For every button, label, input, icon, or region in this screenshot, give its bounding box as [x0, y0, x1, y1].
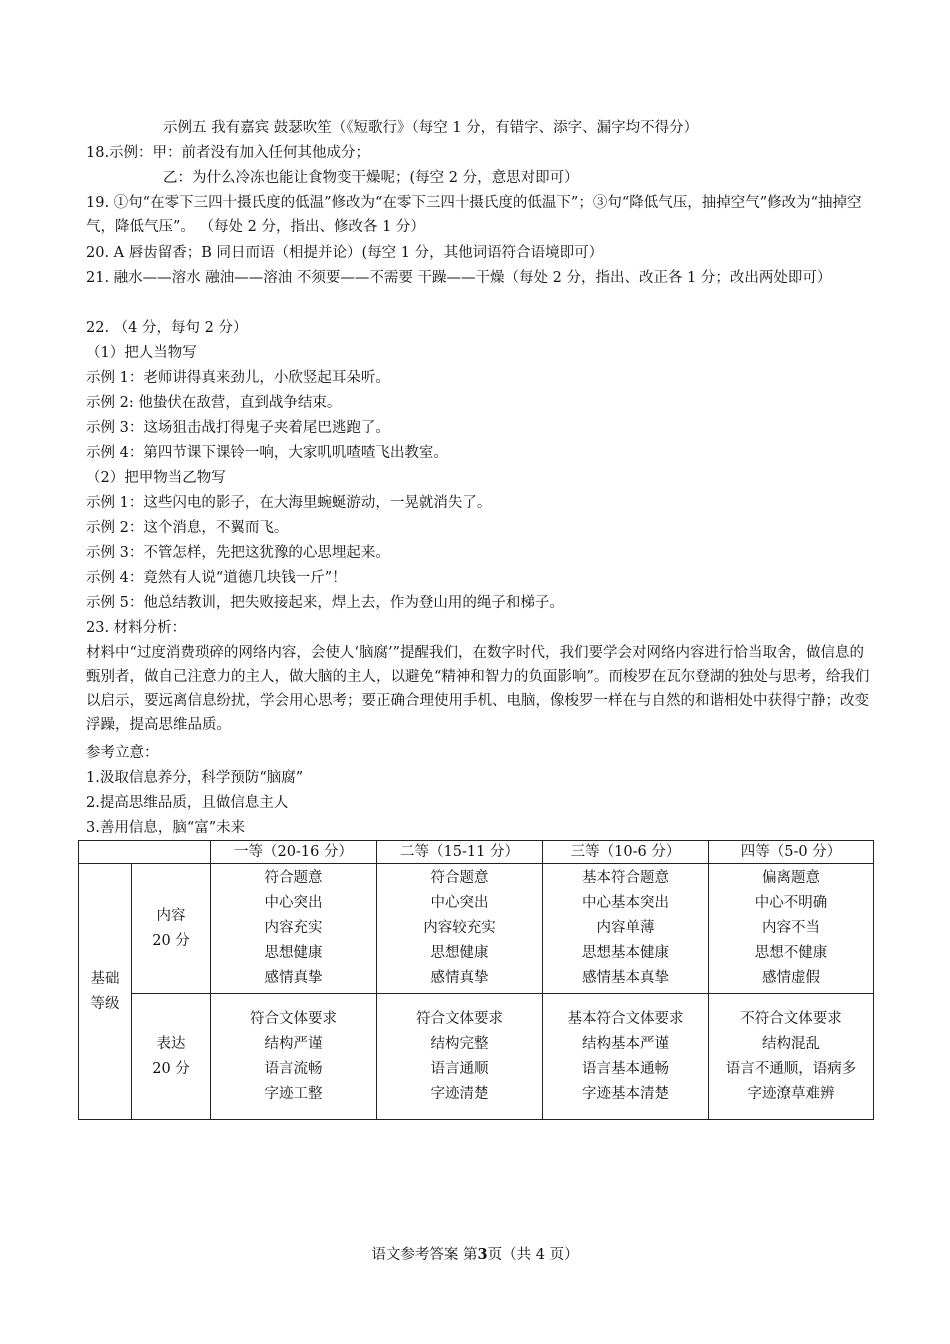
cell-line: 语言流畅	[264, 1060, 323, 1077]
table-cell	[709, 994, 874, 1120]
cell-line: 感情真挚	[430, 970, 489, 986]
cell-line: 字迹工整	[264, 1085, 323, 1102]
cell-line: 内容单薄	[596, 920, 655, 936]
cell-line: 思想健康	[264, 945, 323, 961]
table-row-content	[79, 864, 874, 994]
text-line: 21. 融水——溶水 融油——溶油 不须要——不需要 干躁——干燥（每处 2 分，指出、改正各 1 分；改出两处即可）	[86, 270, 832, 286]
table-header-cell: 三等（10-6 分）	[543, 841, 709, 864]
cell-line: 字迹潦草难辨	[747, 1085, 835, 1102]
footer-middle: 页（共	[487, 1247, 536, 1263]
text-line: （1）把人当物写	[86, 345, 197, 361]
category-label: 基础等级	[90, 970, 120, 1012]
cell-line: 中心基本突出	[582, 895, 669, 911]
row-label: 表达	[156, 1036, 186, 1052]
cell-line: 符合文体要求	[250, 1010, 337, 1027]
table-cell	[543, 864, 709, 994]
cell-line: 思想健康	[430, 945, 489, 961]
cell-line: 语言通顺	[430, 1060, 489, 1077]
row-label-cell	[132, 994, 211, 1120]
text-line: 示例五 我有嘉宾 鼓瑟吹笙（《短歌行》（每空 1 分，有错字、添字、漏字均不得分）	[163, 120, 699, 136]
text-line: 2.提高思维品质，且做信息主人	[86, 795, 289, 811]
cell-line: 符合文体要求	[416, 1010, 503, 1027]
text-line: 参考立意：	[86, 745, 159, 761]
table-cell	[211, 864, 377, 994]
cell-line: 语言不通顺，语病多	[725, 1060, 857, 1077]
cell-line: 偏离题意	[762, 870, 820, 886]
footer-page-number: 3	[477, 1246, 488, 1263]
row-label-cell	[132, 864, 211, 994]
cell-line: 思想基本健康	[582, 945, 669, 961]
text-line: 22. （4 分，每句 2 分）	[86, 320, 248, 336]
table-cell	[377, 994, 543, 1120]
table-header-cell: 一等（20-16 分）	[211, 841, 377, 864]
page-footer	[0, 1243, 950, 1264]
cell-line: 思想不健康	[754, 945, 828, 961]
cell-line: 字迹清楚	[430, 1085, 489, 1102]
cell-line: 中心突出	[264, 895, 323, 911]
row-score: 20 分	[152, 1060, 190, 1077]
table-header-cell: 四等（5-0 分）	[709, 841, 874, 864]
row-score: 20 分	[152, 932, 190, 949]
cell-line: 结构严谨	[264, 1035, 323, 1052]
cell-line: 感情基本真挚	[582, 970, 669, 986]
text-line: 乙：为什么冷冻也能让食物变干燥呢；(每空 2 分，意思对即可）	[163, 170, 579, 186]
cell-line: 符合题意	[430, 870, 489, 886]
text-line: 示例 4：竟然有人说“道德几块钱一斤”！	[86, 570, 347, 586]
table-corner-cell	[79, 841, 211, 864]
text-line: 19. ①句“在零下三四十摄氏度的低温”修改为“在零下三四十摄氏度的低温下”；③句“降低气压，抽掉空气”修改为“抽掉空气，降低气压”。 （每处 2 分，指出、修改各 1 分）	[86, 195, 862, 235]
table-cell	[543, 994, 709, 1120]
text-line: 示例 4：第四节课下课铃一响，大家叽叽喳喳飞出教室。	[86, 445, 448, 461]
category-cell	[79, 864, 132, 1120]
text-line: 20. A 唇齿留香；B 同日而语（相提并论）(每空 1 分，其他词语符合语境即可）	[86, 245, 604, 261]
text-line: 1.汲取信息养分，科学预防“脑腐”	[86, 770, 304, 786]
cell-line: 结构完整	[430, 1035, 489, 1052]
table-header-cell: 二等（15-11 分）	[377, 841, 543, 864]
cell-line: 语言基本通畅	[582, 1060, 669, 1077]
table-cell	[211, 994, 377, 1120]
cell-line: 中心不明确	[754, 895, 828, 911]
text-line: 示例 2: 他蛰伏在敌营，直到战争结束。	[86, 395, 342, 411]
footer-prefix: 语文参考答案 第	[371, 1247, 478, 1263]
cell-line: 内容较充实	[423, 920, 496, 936]
cell-line: 基本符合题意	[582, 870, 669, 886]
cell-line: 内容充实	[264, 920, 323, 936]
cell-line: 结构基本严谨	[582, 1035, 669, 1052]
cell-line: 中心突出	[430, 895, 489, 911]
text-line: 3.善用信息，脑“富”未来	[86, 820, 246, 836]
table-cell	[709, 864, 874, 994]
cell-line: 感情虚假	[762, 970, 820, 986]
text-paragraph: 材料中“过度消费琐碎的网络内容，会使人‘脑腐’”提醒我们，在数字时代，我们要学会对网络内容进行恰当取舍，做信息的甄别者，做自己注意力的主人，做大脑的主人，以避免“精神和智力的负面影响”。而梭罗在瓦尔登湖的独处与思考，给我们以启示，要远离信息纷扰，学会用心思考；要正确合理使用手机、电脑，像梭罗一样在与自然的和谐相处中获得宁静；改变浮躁，提高思维品质。	[86, 645, 870, 733]
cell-line: 符合题意	[264, 870, 323, 886]
text-line: 示例 3：这场狙击战打得鬼子夹着尾巴逃跑了。	[86, 420, 390, 436]
text-line: 示例 5：他总结教训，把失败接起来，焊上去，作为登山用的绳子和梯子。	[86, 595, 564, 611]
table-cell	[377, 864, 543, 994]
text-line: 示例 1：老师讲得真来劲儿，小欣竖起耳朵听。	[86, 370, 390, 386]
table-header-row	[79, 841, 874, 864]
cell-line: 字迹基本清楚	[582, 1085, 669, 1102]
text-line: 示例 3：不管怎样，先把这犹豫的心思埋起来。	[86, 545, 390, 561]
cell-line: 感情真挚	[264, 970, 323, 986]
cell-line: 基本符合文体要求	[567, 1010, 684, 1027]
footer-suffix: 页）	[544, 1247, 579, 1263]
text-line: 23. 材料分析：	[86, 620, 187, 636]
footer-total-pages: 4	[535, 1247, 545, 1263]
grading-table	[78, 840, 874, 1120]
text-line: 示例 2：这个消息，不翼而飞。	[86, 520, 289, 536]
row-label: 内容	[156, 908, 186, 924]
text-line: 18.示例：甲：前者没有加入任何其他成分；	[86, 145, 371, 161]
text-line: 示例 1：这些闪电的影子，在大海里蜿蜒游动，一晃就消失了。	[86, 495, 492, 511]
cell-line: 不符合文体要求	[740, 1010, 842, 1027]
cell-line: 内容不当	[762, 920, 820, 936]
table-row-expression	[79, 994, 874, 1120]
cell-line: 结构混乱	[762, 1035, 820, 1052]
text-line: （2）把甲物当乙物写	[86, 470, 226, 486]
